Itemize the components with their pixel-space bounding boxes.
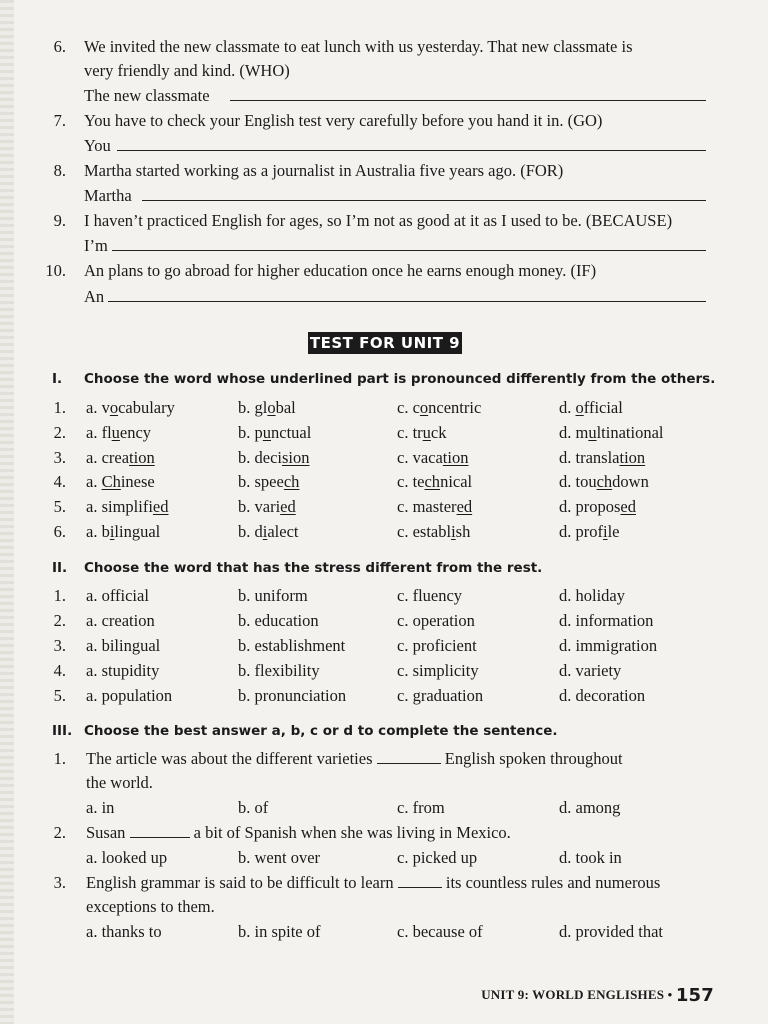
- underlined-part: o: [575, 398, 584, 417]
- option-d[interactable]: [559, 423, 664, 443]
- option-b[interactable]: [238, 522, 298, 542]
- option-a[interactable]: [86, 497, 169, 517]
- option-text: c. c: [397, 398, 420, 417]
- option-a[interactable]: [86, 448, 155, 468]
- underlined-part: u: [588, 422, 597, 442]
- option-text: d. m: [559, 422, 589, 442]
- option-c[interactable]: c. fluency: [397, 586, 463, 605]
- option-c[interactable]: [397, 472, 472, 492]
- underlined-part: ed: [152, 497, 169, 517]
- option-text: nical: [440, 472, 473, 492]
- option-text: d. transla: [559, 447, 620, 467]
- underlined-part: u: [111, 422, 120, 442]
- answer-blank-s3-q2[interactable]: [130, 823, 190, 838]
- option-a[interactable]: a. bilingual: [86, 636, 161, 655]
- underlined-part: sion: [281, 447, 310, 467]
- option-c[interactable]: [397, 497, 472, 517]
- option-text: le: [607, 522, 620, 541]
- footer-unit-title: UNIT 9: WORLD ENGLISHES: [481, 987, 665, 1002]
- option-b[interactable]: b. of: [238, 798, 269, 817]
- option-b[interactable]: b. pronunciation: [238, 686, 347, 705]
- underlined-part: u: [422, 422, 431, 442]
- option-text: b. spee: [238, 472, 284, 492]
- option-text: down: [612, 472, 649, 492]
- option-text: alect: [267, 522, 299, 541]
- option-text: d.: [559, 398, 576, 417]
- option-d[interactable]: d. among: [559, 798, 621, 817]
- option-text: b. vari: [238, 497, 281, 517]
- option-text: d. tou: [559, 472, 597, 492]
- option-c[interactable]: [397, 448, 468, 468]
- underlined-part: tion: [129, 447, 155, 467]
- option-text: a. simplifi: [86, 497, 153, 517]
- option-c[interactable]: c. operation: [397, 611, 475, 630]
- option-b[interactable]: [238, 497, 296, 517]
- option-text: ck: [430, 422, 447, 442]
- option-text: b. p: [238, 422, 263, 442]
- section-3-question-3-line2: exceptions to them.: [86, 897, 215, 916]
- page-footer: [481, 985, 714, 1006]
- page-binding-edge: [0, 0, 14, 1024]
- underlined-part: i: [603, 522, 608, 541]
- option-text: b. gl: [238, 398, 268, 417]
- option-b[interactable]: [238, 398, 296, 418]
- underlined-part: ch: [424, 472, 441, 492]
- option-text: ltinational: [596, 422, 664, 442]
- option-c[interactable]: c. proficient: [397, 636, 477, 655]
- rewrite-item-8-start: Martha: [84, 186, 132, 205]
- underlined-part: o: [109, 398, 119, 417]
- option-text: fficial: [583, 398, 623, 417]
- option-c[interactable]: c. picked up: [397, 848, 478, 867]
- option-b[interactable]: b. establishment: [238, 636, 346, 655]
- answer-blank-s3-q3[interactable]: [398, 873, 442, 888]
- underlined-part: i: [262, 522, 268, 541]
- answer-blank-6[interactable]: [230, 100, 706, 101]
- option-c[interactable]: c. from: [397, 798, 445, 817]
- option-b[interactable]: b. flexibility: [238, 661, 320, 680]
- option-a[interactable]: a. population: [86, 686, 173, 705]
- page-number: 157: [675, 985, 714, 1006]
- option-d[interactable]: d. decoration: [559, 686, 646, 705]
- underlined-part: i: [451, 522, 456, 541]
- option-c[interactable]: [397, 522, 470, 542]
- answer-blank-7[interactable]: [117, 150, 706, 151]
- option-d[interactable]: d. took in: [559, 848, 622, 867]
- rewrite-item-6-line2: very friendly and kind. (WHO): [84, 61, 290, 80]
- workbook-page: 6. We invited the new classmate to eat lunch with us yesterday. That new classmate is very friendly and kind. (WHO) The new classmate 7. You have to check your English test very carefully before you hand it in. (GO) You 8. Martha started working as a journalist in Australia five years ago. (FOR) Martha 9. I haven’t practiced English for ages, so I’m not as good at it as I used to be. (BECAUSE) I’m 10. An plans to go abroad for higher education once he earns enough money. (IF) An TEST FOR UNIT 9 I. Choose the word whose underlined part is pronounced differently from the others. 1. a. vocabulary b. global c. concentric d. official 2. a. fluency b. punctual c. truck d. multinational 3. a. creation b. decision c. vacation d. translation 4. a. Chinese b. speech c. technical d. touchdown 5. a. simplified b. varied c. mastered d. proposed 6. a. bilingual b. dialect c. establish d. profile II. Choose the word that has the stress different from the rest. 1. a. official b. uniform c. fluency d. holiday 2. a. creation b. education c. operation d. information 3. a. bilingual b. establishment c. proficient d. immigration 4. a. stupidity b. flexibility c. simplicity d. variety 5. a. population b. pronunciation c. graduation d. decoration III. Choose the best answer a, b, c or d to complete the sentence. 1. The article was about the different varieties English spoken throughout the world. a. in b. of c. from d. among 2. Susan a bit of Spanish when she was living in Mexico. a. looked up b. went over c. picked up d. took in 3. English grammar is said to be difficult to learn its countless rules and numerous exceptions to them. a. thanks to b. in spite of c. because of d. provided that UNIT 9: WORLD ENGLISHES • 157: [0, 0, 768, 1024]
- option-text: lingual: [114, 522, 161, 541]
- option-text: a.: [86, 472, 102, 492]
- option-text: cabulary: [118, 398, 175, 417]
- option-d[interactable]: [559, 497, 636, 517]
- rewrite-item-7-start: You: [84, 136, 111, 155]
- option-d[interactable]: [559, 448, 645, 468]
- option-d[interactable]: d. variety: [559, 661, 622, 680]
- underlined-part: o: [419, 398, 429, 417]
- option-c[interactable]: c. graduation: [397, 686, 484, 705]
- test-title-banner: TEST FOR UNIT 9: [309, 334, 461, 352]
- option-b[interactable]: b. went over: [238, 848, 321, 867]
- option-d[interactable]: d. immigration: [559, 636, 658, 655]
- rewrite-item-10-start: An: [84, 287, 105, 306]
- option-a[interactable]: a. in: [86, 798, 115, 817]
- option-d[interactable]: [559, 398, 623, 418]
- option-d[interactable]: d. provided that: [559, 922, 664, 941]
- option-text: a. v: [86, 398, 110, 417]
- option-a[interactable]: a. thanks to: [86, 922, 162, 941]
- option-b[interactable]: [238, 472, 299, 492]
- option-a[interactable]: [86, 423, 151, 443]
- option-text: sh: [455, 522, 471, 541]
- option-c[interactable]: c. because of: [397, 922, 483, 941]
- option-d[interactable]: [559, 522, 620, 542]
- option-text: a. b: [86, 522, 110, 541]
- option-text: bal: [275, 398, 296, 417]
- option-d[interactable]: [559, 472, 649, 492]
- option-text: d. prof: [559, 522, 603, 541]
- option-d[interactable]: d. holiday: [559, 586, 625, 605]
- underlined-part: ed: [456, 497, 473, 517]
- option-text: ncentric: [428, 398, 482, 417]
- option-d[interactable]: d. information: [559, 611, 654, 630]
- answer-blank-9[interactable]: [112, 250, 706, 251]
- option-text: nctual: [271, 422, 312, 442]
- rewrite-item-6-start: The new classmate: [84, 86, 210, 105]
- option-c[interactable]: [397, 423, 446, 443]
- option-text: inese: [120, 472, 155, 492]
- answer-blank-8[interactable]: [142, 200, 706, 201]
- option-text: d. propos: [559, 497, 621, 517]
- rewrite-item-9-start: I’m: [84, 236, 108, 255]
- underlined-part: o: [267, 398, 276, 417]
- footer-bullet: •: [667, 987, 673, 1002]
- underlined-part: tion: [442, 447, 469, 467]
- answer-blank-10[interactable]: [108, 301, 706, 302]
- option-a[interactable]: a. creation: [86, 611, 155, 630]
- option-b[interactable]: [238, 448, 310, 468]
- underlined-part: i: [109, 522, 115, 541]
- option-a[interactable]: a. official: [86, 586, 149, 605]
- underlined-part: u: [262, 422, 271, 442]
- option-text: b. d: [238, 522, 263, 541]
- option-c[interactable]: [397, 398, 481, 418]
- underlined-part: Ch: [101, 472, 121, 492]
- option-b[interactable]: b. uniform: [238, 586, 308, 605]
- option-a[interactable]: a. stupidity: [86, 661, 160, 680]
- option-text: c. te: [397, 472, 425, 492]
- option-a[interactable]: [86, 398, 175, 418]
- option-b[interactable]: b. education: [238, 611, 319, 630]
- option-c[interactable]: c. simplicity: [397, 661, 479, 680]
- option-text: a. fl: [86, 422, 112, 442]
- underlined-part: tion: [619, 447, 646, 467]
- option-a[interactable]: [86, 522, 160, 542]
- section-3-question-1-line2: the world.: [86, 773, 153, 792]
- option-text: c. establ: [397, 522, 452, 541]
- answer-blank-s3-q1[interactable]: [377, 749, 441, 764]
- option-text: b. deci: [238, 447, 282, 467]
- option-text: c. vaca: [397, 447, 443, 467]
- option-text: ency: [119, 422, 152, 442]
- option-b[interactable]: b. in spite of: [238, 922, 321, 941]
- option-text: c. master: [397, 497, 457, 517]
- option-a[interactable]: a. looked up: [86, 848, 168, 867]
- option-text: a. crea: [86, 447, 130, 467]
- option-text: c. tr: [397, 422, 423, 442]
- underlined-part: ch: [596, 472, 613, 492]
- underlined-part: ch: [283, 472, 300, 492]
- option-a[interactable]: [86, 472, 155, 492]
- option-b[interactable]: [238, 423, 311, 443]
- underlined-part: ed: [280, 497, 296, 517]
- underlined-part: ed: [620, 497, 636, 517]
